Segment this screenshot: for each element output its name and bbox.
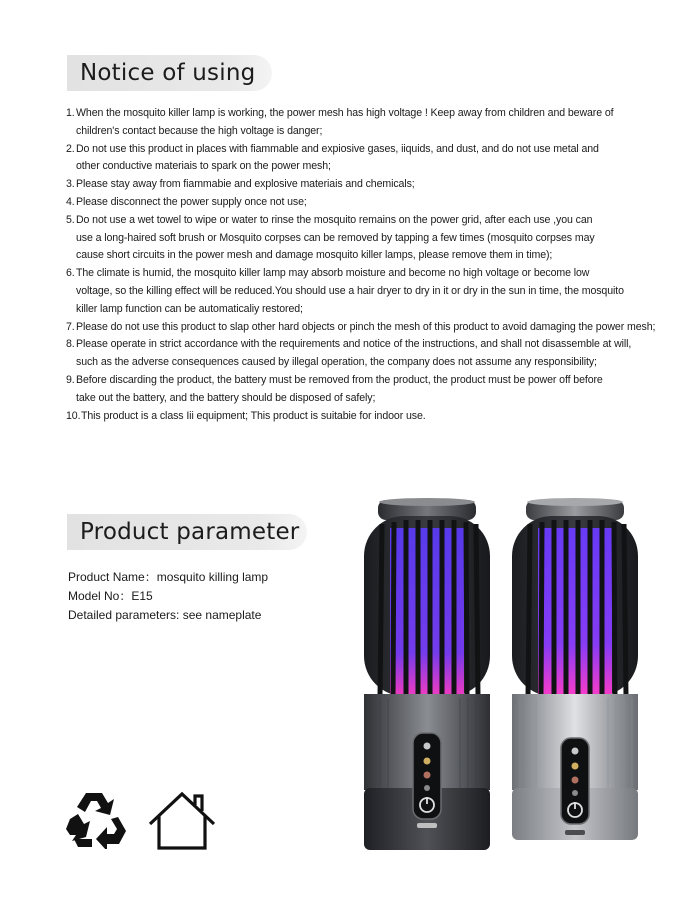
recycle-icon (64, 789, 128, 849)
notice-item (66, 336, 686, 372)
notice-item-line: voltage, so the killing effect will be reduced.You should use a hair dryer to dry in it or dry in the sun in time, the mosquito (76, 284, 624, 297)
notice-item-line: killer lamp function can be automaticaliy restored; (76, 302, 303, 315)
notice-item (66, 372, 686, 408)
notice-item-line: take out the battery, and the battery should be disposed of safely; (76, 391, 376, 404)
indoor-use-house-icon (147, 790, 217, 852)
notice-item-number: 7. (66, 320, 75, 333)
notice-item-line: Before discarding the product, the battery must be removed from the product, the product must be power off before (76, 373, 603, 386)
notice-item-line: use a long-haired soft brush or Mosquito corpses can be removed by tapping a few times (mosquito corpses may (76, 231, 595, 244)
notice-item (66, 319, 686, 337)
notice-item-line: such as the adverse consequences caused by illegal operation, the company does not assume any responsibility; (76, 356, 597, 369)
notice-item (66, 212, 686, 265)
notice-item-line: Please operate in strict accordance with the requirements and notice of the instructions, and shall not disassemble at will, (76, 338, 632, 351)
notice-item-line: Do not use a wet towel to wipe or water to rinse the mosquito remains on the power grid, after each use ,you can (76, 213, 593, 226)
notice-item-line: Please do not use this product to slap other hard objects or pinch the mesh of this product to avoid damaging the power mesh; (76, 320, 656, 333)
notice-item-number: 4. (66, 195, 75, 208)
product-image-dark-lamp (360, 498, 494, 860)
notice-item-number: 6. (66, 267, 75, 280)
notice-item-number: 8. (66, 338, 75, 351)
model-number: Model No：E15 (68, 589, 153, 603)
product-image-silver-lamp (508, 498, 642, 860)
notice-item (66, 105, 686, 141)
notice-item (66, 408, 686, 426)
notice-item-number: 2. (66, 142, 75, 155)
notice-item-number: 9. (66, 373, 75, 386)
notice-list (66, 105, 686, 425)
notice-item-line: When the mosquito killer lamp is working, the power mesh has high voltage ! Keep away from children and beware of (76, 107, 614, 119)
parameter-list (68, 568, 268, 625)
notice-item (66, 194, 686, 212)
notice-item-line: Please disconnect the power supply once not use; (76, 195, 307, 208)
notice-item-line: other conductive materiais to spark on the power mesh; (76, 160, 331, 173)
notice-item-number: 1. (66, 107, 75, 119)
notice-item (66, 141, 686, 177)
notice-item-number: 5. (66, 213, 75, 226)
product-name: Product Name：mosquito killing lamp (68, 570, 269, 584)
notice-heading: Notice of using (67, 55, 272, 91)
notice-item-line: Do not use this product in places with fiammable and expiosive gases, iiquids, and dust, and do not use metal and (76, 142, 599, 155)
notice-item-number: 3. (66, 178, 75, 191)
notice-item-line: The climate is humid, the mosquito killer lamp may absorb moisture and become no high voltage or become low (76, 267, 590, 280)
parameter-heading: Product parameter (67, 514, 307, 550)
notice-item-line: children's contact because the high voltage is danger; (76, 124, 323, 137)
notice-item-line: Please stay away from fiammabie and explosive materiais and chemicals; (76, 178, 415, 191)
notice-item-line: This product is a class Iii equipment; This product is suitabie for indoor use. (81, 409, 426, 422)
detailed-parameters: Detailed parameters: see nameplate (68, 608, 262, 622)
notice-item-number: 10. (66, 409, 81, 422)
notice-item (66, 176, 686, 194)
notice-item (66, 265, 686, 318)
notice-item-line: cause short circuits in the power mesh and damage mosquito killer lamps, please remove them in time); (76, 249, 553, 262)
